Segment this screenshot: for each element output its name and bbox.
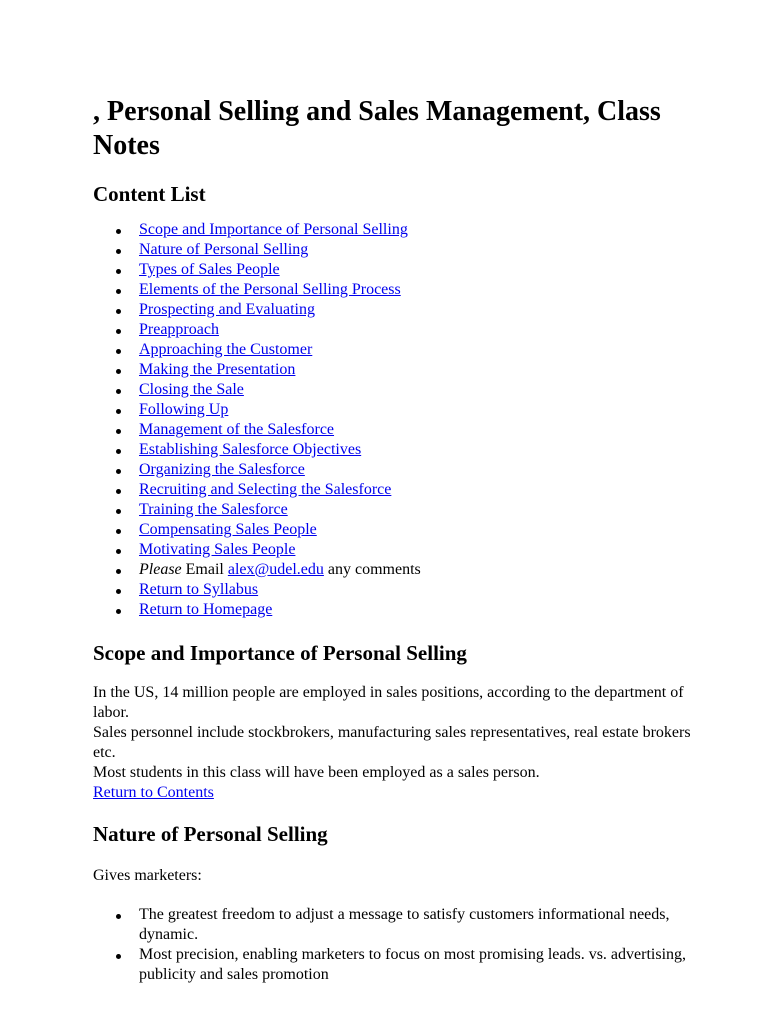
list-item — [139, 320, 708, 340]
content-link-types[interactable]: Types of Sales People — [139, 261, 280, 278]
content-link-nature[interactable]: Nature of Personal Selling — [139, 241, 309, 258]
please-text: Please — [139, 561, 182, 578]
content-link-training[interactable]: Training the Salesforce — [139, 501, 288, 518]
list-item-email — [139, 560, 708, 580]
content-link-prospecting[interactable]: Prospecting and Evaluating — [139, 301, 315, 318]
list-item — [139, 460, 708, 480]
list-item — [139, 500, 708, 520]
content-link-objectives[interactable]: Establishing Salesforce Objectives — [139, 441, 362, 458]
content-link-organizing[interactable]: Organizing the Salesforce — [139, 461, 305, 478]
content-link-closing[interactable]: Closing the Sale — [139, 381, 244, 398]
content-list-heading: Content List — [93, 182, 206, 206]
list-item — [139, 600, 708, 620]
list-item — [139, 220, 708, 240]
list-item — [139, 260, 708, 280]
content-list — [93, 220, 708, 620]
return-homepage-link[interactable]: Return to Homepage — [139, 601, 273, 618]
list-item — [139, 480, 708, 500]
list-item — [139, 540, 708, 560]
scope-text — [93, 683, 708, 803]
list-item — [139, 240, 708, 260]
return-syllabus-link[interactable]: Return to Syllabus — [139, 581, 259, 598]
list-item: The greatest freedom to adjust a message to satisfy customers informational needs, dynamic. — [139, 905, 708, 945]
list-item: Most precision, enabling marketers to focus on most promising leads. vs. advertising, publicity and sales promotion — [139, 945, 708, 985]
scope-line: In the US, 14 million people are employed in sales positions, according to the department of labor. — [93, 684, 684, 721]
content-link-motivating[interactable]: Motivating Sales People — [139, 541, 296, 558]
email-tail: any comments — [323, 561, 421, 578]
email-link[interactable]: alex@udel.edu — [227, 561, 324, 578]
content-link-following-up[interactable]: Following Up — [139, 401, 229, 418]
scope-line: Most students in this class will have been employed as a sales person. — [93, 764, 540, 781]
content-link-approaching[interactable]: Approaching the Customer — [139, 341, 313, 358]
content-link-elements[interactable]: Elements of the Personal Selling Process — [139, 281, 401, 298]
content-link-presentation[interactable]: Making the Presentation — [139, 361, 296, 378]
nature-intro: Gives marketers: — [93, 867, 202, 884]
list-item — [139, 280, 708, 300]
list-item — [139, 340, 708, 360]
list-item — [139, 440, 708, 460]
content-link-compensating[interactable]: Compensating Sales People — [139, 521, 317, 538]
nature-bullets — [93, 905, 708, 985]
list-item — [139, 580, 708, 600]
scope-heading: Scope and Importance of Personal Selling — [93, 641, 467, 665]
content-link-scope[interactable]: Scope and Importance of Personal Selling — [139, 221, 408, 238]
list-item — [139, 380, 708, 400]
email-word: Email — [181, 561, 228, 578]
list-item — [139, 300, 708, 320]
scope-line: Sales personnel include stockbrokers, manufacturing sales representatives, real estate brokers etc. — [93, 724, 691, 761]
list-item — [139, 520, 708, 540]
list-item — [139, 360, 708, 380]
list-item — [139, 420, 708, 440]
return-to-contents-link[interactable]: Return to Contents — [93, 784, 214, 801]
content-link-recruiting[interactable]: Recruiting and Selecting the Salesforce — [139, 481, 392, 498]
page-title: , Personal Selling and Sales Management, Class Notes — [93, 96, 661, 161]
content-link-preapproach[interactable]: Preapproach — [139, 321, 219, 338]
nature-heading: Nature of Personal Selling — [93, 822, 328, 846]
content-link-management[interactable]: Management of the Salesforce — [139, 421, 335, 438]
list-item — [139, 400, 708, 420]
